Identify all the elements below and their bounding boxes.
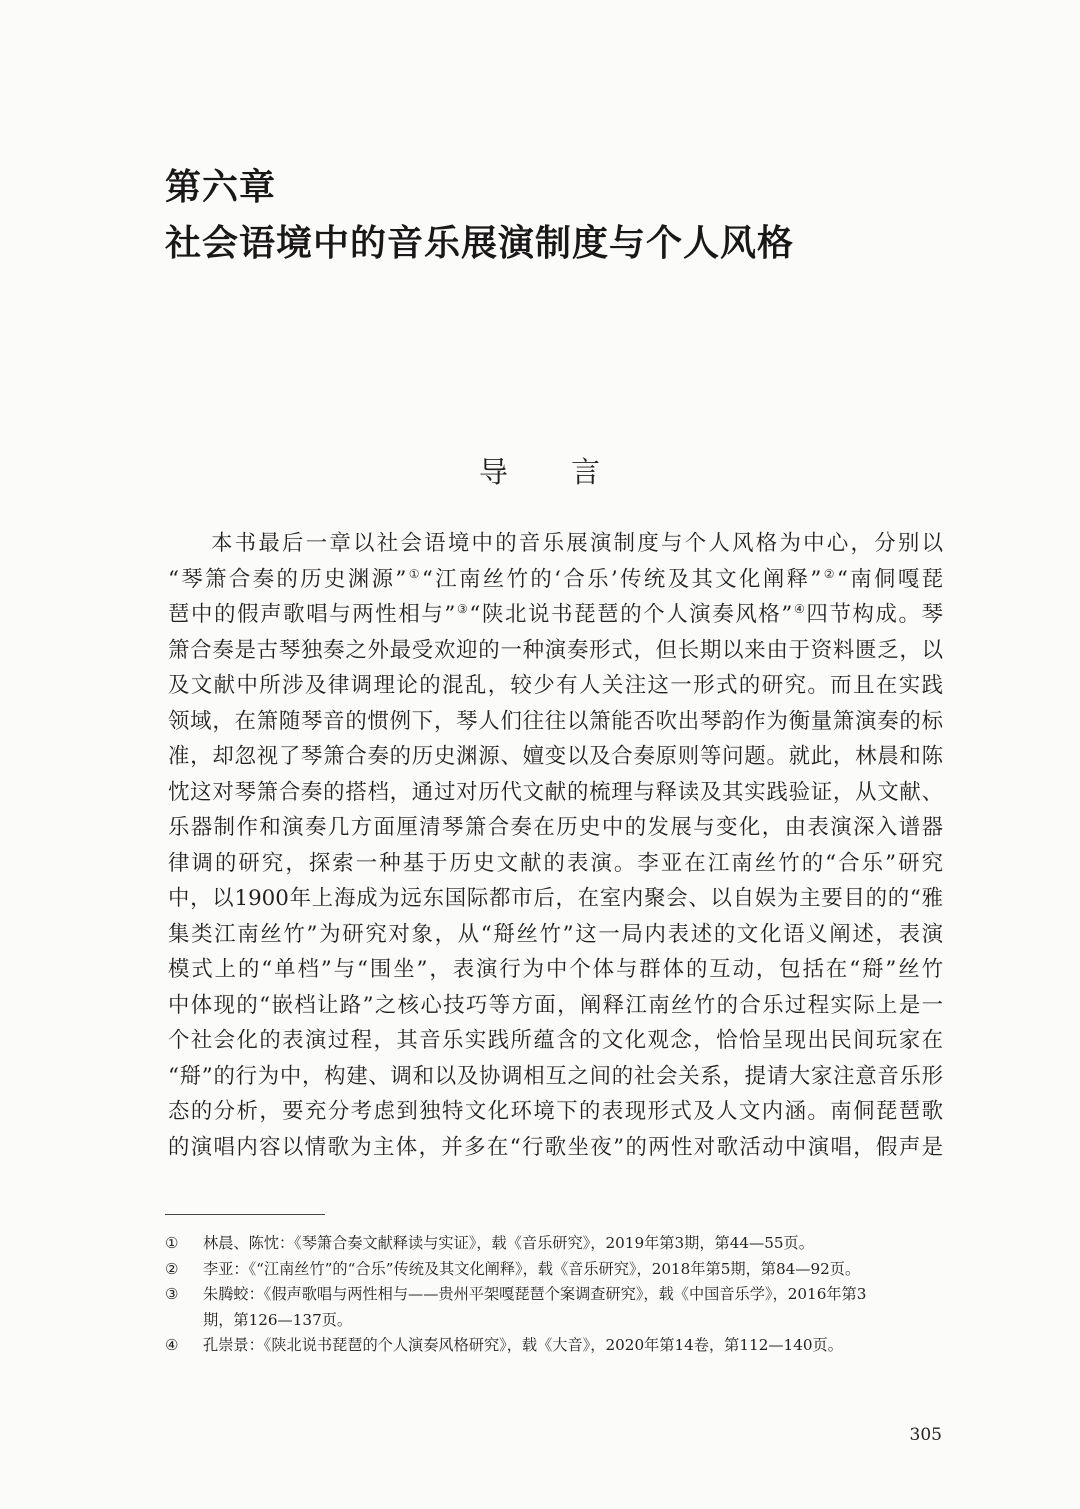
footnote-ref: ③ [455, 602, 470, 616]
footnote-ref: ② [821, 566, 837, 581]
chapter-title [165, 160, 794, 272]
chapter-heading: 社会语境中的音乐展演制度与个人风格 [165, 223, 795, 264]
footnote-text: 期，第126—137页。 [203, 1310, 353, 1329]
text-line: 律调的研究，探索一种基于历史文献的表演。李亚在江南丝竹的“合乐”研究 [168, 850, 943, 876]
footnote-text: 林晨、陈忱：《琴箫合奏文献释读与实证》，载《音乐研究》，2019年第3期，第44—55页。 [203, 1234, 814, 1252]
text-line: 忱这对琴箫合奏的搭档，通过对历代文献的梳理与释读及其实践验证，从文献、 [168, 779, 943, 805]
text-line: 中体现的“嵌档让路”之核心技巧等方面，阐释江南丝竹的合乐过程实际上是一 [168, 992, 943, 1018]
footnote-text: 李亚：《“江南丝竹”的“合乐”传统及其文化阐释》，载《音乐研究》，2018年第5期，第84—92页。 [203, 1259, 861, 1278]
footnote-text: 朱腾蛟：《假声歌唱与两性相与——贵州平架嘎琵琶个案调查研究》，载《中国音乐学》，2016年第3 [203, 1285, 867, 1303]
text-line: 中，以1900年上海成为远东国际都市后，在室内聚会、以自娱为主要目的的“雅 [168, 886, 943, 911]
footnote-text: 孔崇景：《陕北说书琵琶的个人演奏风格研究》，载《大音》，2020年第14卷，第112—140页。 [203, 1336, 843, 1354]
footnote [165, 1282, 945, 1333]
footnote-mark: ② [165, 1259, 179, 1278]
text-line: 本书最后一章以社会语境中的音乐展演制度与个人风格为中心，分别以 [211, 531, 943, 556]
text-line: 琶中的假声歌唱与两性相与”③“陕北说书琵琶的个人演奏风格”④四节构成。琴 [168, 602, 943, 627]
text-line: 的演唱内容以情歌为主体，并多在“行歌坐夜”的两性对歌活动中演唱，假声是 [168, 1134, 943, 1160]
text-line: 个社会化的表演过程，其音乐实践所蕴含的文化观念，恰恰呈现出民间玩家在 [168, 1028, 943, 1053]
text-line: 准，却忽视了琴箫合奏的历史渊源、嬗变以及合奏原则等问题。就此，林晨和陈 [168, 744, 943, 769]
text-line: “琴箫合奏的历史渊源”①“江南丝竹的‘合乐’传统及其文化阐释”②“南侗嘎琵 [168, 566, 944, 592]
footnote-mark: ① [165, 1234, 179, 1252]
footnote-ref: ④ [792, 602, 807, 616]
footnote [165, 1333, 945, 1359]
body-paragraph [168, 526, 943, 1165]
footnote-mark: ④ [165, 1336, 179, 1354]
text-line: “搿”的行为中，构建、调和以及协调相互之间的社会关系，提请大家注意音乐形 [168, 1063, 943, 1089]
section-heading-char-2: 言 [571, 455, 602, 489]
text-line: 及文献中所涉及律调理论的混乱，较少有人关注这一形式的研究。而且在实践 [168, 673, 943, 698]
text-line: 箫合奏是古琴独奏之外最受欢迎的一种演奏形式，但长期以来由于资料匮乏，以 [168, 637, 943, 663]
text-line: 模式上的“单档”与“围坐”，表演行为中个体与群体的互动，包括在“搿”丝竹 [168, 957, 943, 982]
text-line: 态的分析，要充分考虑到独特文化环境下的表现形式及人文内涵。南侗琵琶歌 [168, 1099, 943, 1124]
footnote-mark: ③ [165, 1285, 179, 1303]
footnote-divider [165, 1214, 325, 1215]
chapter-number: 第六章 [165, 167, 277, 208]
text-line: 乐器制作和演奏几方面厘清琴箫合奏在历史中的发展与变化，由表演深入谱器 [168, 815, 943, 840]
text-line: 集类江南丝竹”为研究对象，从“搿丝竹”这一局内表述的文化语义阐述，表演 [168, 921, 943, 947]
footnotes [165, 1231, 945, 1359]
page-number: 305 [909, 1425, 942, 1445]
footnote [165, 1231, 945, 1257]
section-heading-char-1: 导 [478, 455, 509, 489]
text-line: 领域，在箫随琴音的惯例下，琴人们往往以箫能否吹出琴韵作为衡量箫演奏的标 [168, 708, 943, 734]
footnote [165, 1257, 945, 1283]
section-heading [0, 452, 1080, 492]
footnote-ref: ① [406, 566, 422, 581]
